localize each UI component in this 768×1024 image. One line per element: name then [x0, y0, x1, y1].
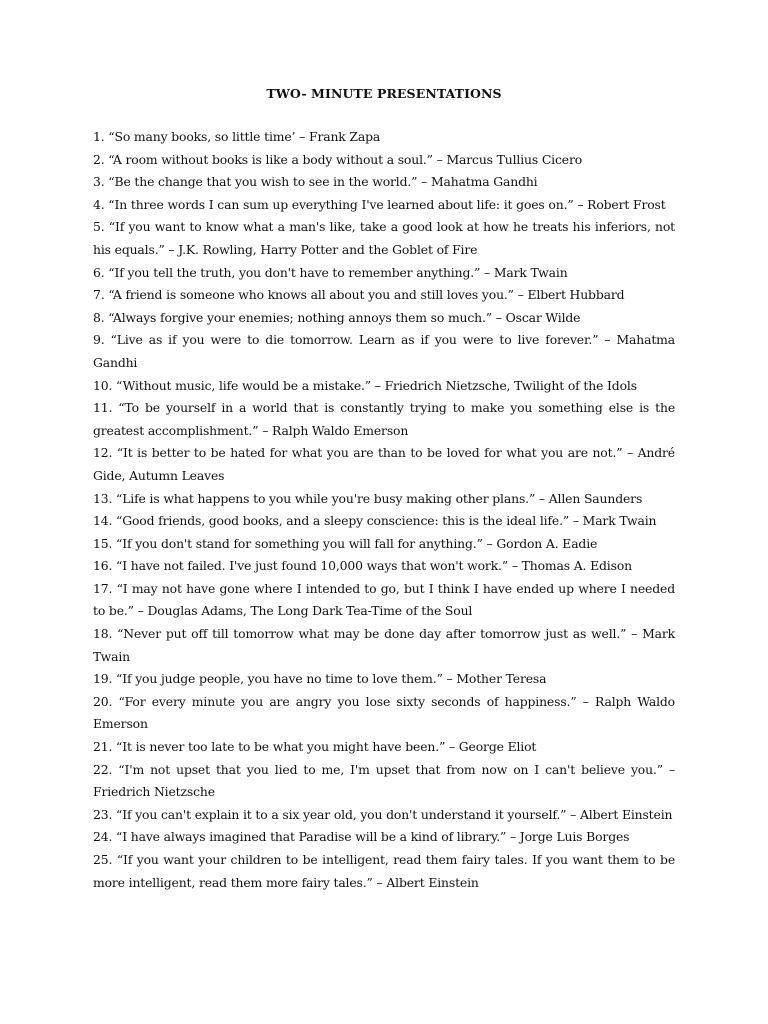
quote-item: 15. “If you don't stand for something you will fall for anything.” – Gordon A. Eadie	[93, 535, 598, 551]
quote-item: 24. “I have always imagined that Paradise will be a kind of library.” – Jorge Luis Borges	[93, 829, 630, 845]
quote-item: 12. “It is better to be hated for what you are than to be loved for what you are not.” – André Gide, Autumn Leaves	[93, 445, 675, 483]
quote-item: 17. “I may not have gone where I intended to go, but I think I have ended up where I needed to be.” – Douglas Adams, The Long Dark Tea-Time of the Soul	[93, 580, 675, 619]
quote-item: 19. “If you judge people, you have no time to love them.” – Mother Teresa	[93, 671, 547, 687]
quote-item: 10. “Without music, life would be a mistake.” – Friedrich Nietzsche, Twilight of the Idols	[93, 377, 637, 393]
quote-item: 4. “In three words I can sum up everything I've learned about life: it goes on.” – Robert Frost	[93, 196, 666, 212]
quote-item: 1. “So many books, so little time’ – Frank Zapa	[93, 129, 381, 144]
quote-list	[93, 126, 675, 894]
quote-item: 13. “Life is what happens to you while you're busy making other plans.” – Allen Saunders	[93, 490, 643, 506]
quote-item: 2. “A room without books is like a body without a soul.” – Marcus Tullius Cicero	[93, 151, 583, 167]
quote-item: 14. “Good friends, good books, and a sleepy conscience: this is the ideal life.” – Mark Twain	[93, 513, 657, 529]
page-title: TWO- MINUTE PRESENTATIONS	[266, 86, 502, 101]
quote-item: 25. “If you want your children to be intelligent, read them fairy tales. If you want them to be more intelligent, read them more fairy tales.” – Albert Einstein	[93, 852, 675, 890]
quote-item: 8. “Always forgive your enemies; nothing annoys them so much.” – Oscar Wilde	[93, 309, 581, 325]
quote-item: 9. “Live as if you were to die tomorrow. Learn as if you were to live forever.” – Mahatma Gandhi	[93, 332, 675, 370]
quote-item: 16. “I have not failed. I've just found 10,000 ways that won't work.” – Thomas A. Edison	[93, 558, 632, 574]
quote-item: 6. “If you tell the truth, you don't have to remember anything.” – Mark Twain	[93, 264, 568, 280]
quote-item: 23. “If you can't explain it to a six year old, you don't understand it yourself.” – Albert Einstein	[93, 806, 673, 822]
quote-item: 20. “For every minute you are angry you lose sixty seconds of happiness.” – Ralph Waldo Emerson	[93, 693, 675, 732]
quote-item: 3. “Be the change that you wish to see in the world.” – Mahatma Gandhi	[93, 174, 538, 190]
quote-item: 11. “To be yourself in a world that is constantly trying to make you something else is the greatest accomplishment.” – Ralph Waldo Emerson	[93, 400, 675, 438]
quote-item: 22. “I'm not upset that you lied to me, I'm upset that from now on I can't believe you.” – Friedrich Nietzsche	[93, 761, 675, 800]
quote-item: 5. “If you want to know what a man's like, take a good look at how he treats his inferiors, not his equals.” – J.K. Rowling, Harry Potter and the Goblet of Fire	[93, 219, 675, 257]
quote-item: 18. “Never put off till tomorrow what may be done day after tomorrow just as well.” – Mark Twain	[93, 626, 675, 664]
quote-item: 21. “It is never too late to be what you might have been.” – George Eliot	[93, 739, 537, 755]
quote-item: 7. “A friend is someone who knows all about you and still loves you.” – Elbert Hubbard	[93, 287, 625, 303]
